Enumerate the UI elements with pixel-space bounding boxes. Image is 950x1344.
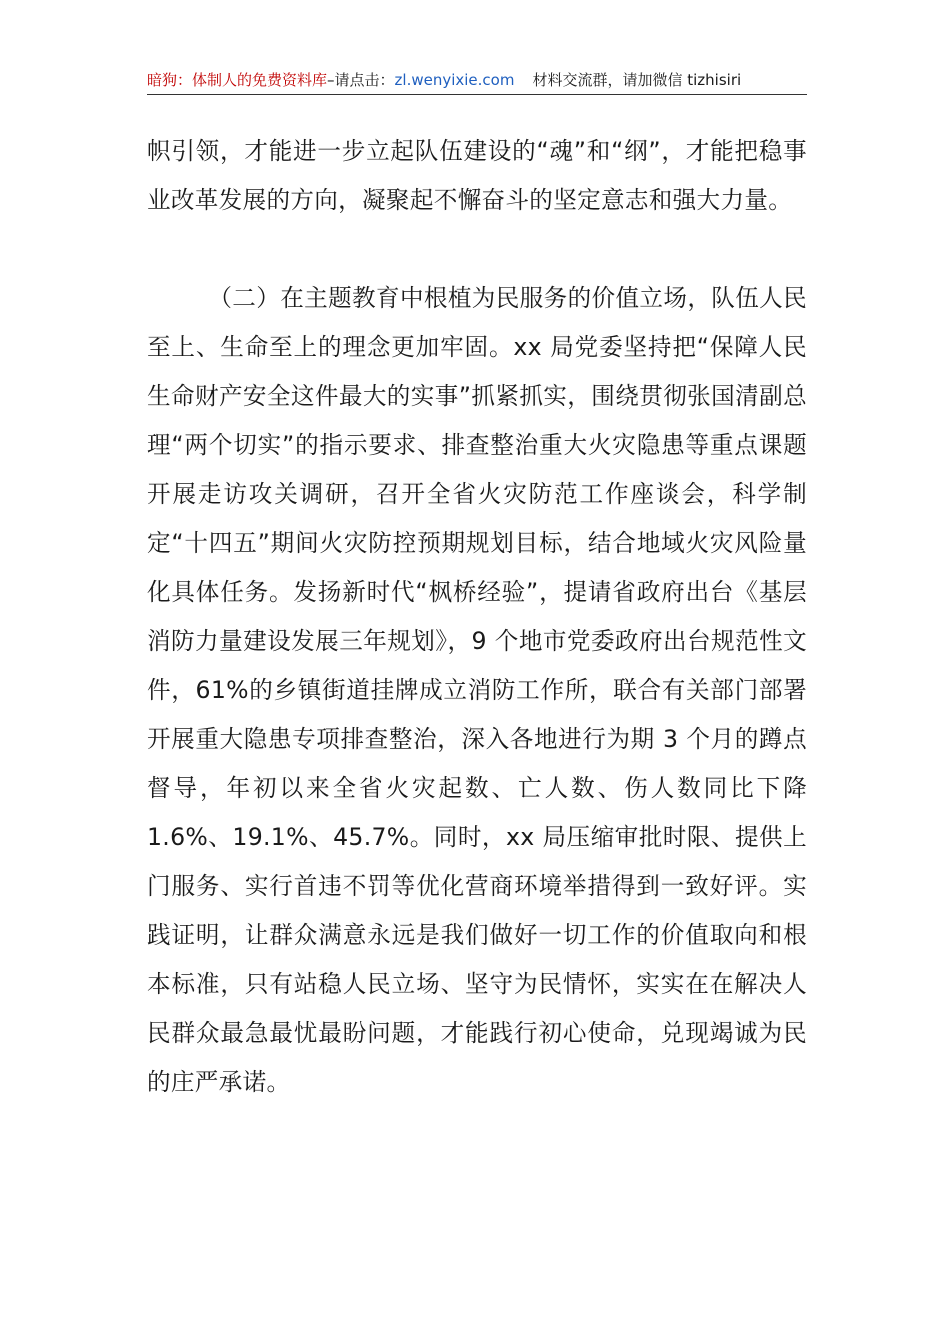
header-contact: 材料交流群，请加微信 tizhisiri (532, 71, 742, 89)
paragraph-continuation: 帜引领，才能进一步立起队伍建设的“魂”和“纲”，才能把稳事业改革发展的方向，凝聚起不懈奋斗的坚定意志和强大力量。 (147, 137, 807, 214)
paragraph-spacer (147, 225, 807, 274)
header-link[interactable]: zl.wenyixie.com (394, 71, 515, 89)
document-body (147, 127, 807, 1107)
header-brand: 暗狗：体制人的免费资料库 (147, 71, 328, 89)
paragraph-section-2: （二）在主题教育中根植为民服务的价值立场，队伍人民至上、生命至上的理念更加牢固。xx 局党委坚持把“保障人民生命财产安全这件最大的实事”抓紧抓实，围绕贯彻张国清副总理“两个切实”的指示要求、排查整治重大火灾隐患等重点课题开展走访攻关调研，召开全省火灾防范工作座谈会，科学制定“十四五”期间火灾防控预期规划目标，结合地域火灾风险量化具体任务。发扬新时代“枫桥经验”，提请省政府出台《基层消防力量建设发展三年规划》，9 个地市党委政府出台规范性文件，61%的乡镇街道挂牌成立消防工作所，联合有关部门部署开展重大隐患专项排查整治，深入各地进行为期 3 个月的蹲点督导，年初以来全省火灾起数、亡人数、伤人数同比下降 1.6%、19.1%、45.7%。同时，xx 局压缩审批时限、提供上门服务、实行首违不罚等优化营商环境举措得到一致好评。实践证明，让群众满意永远是我们做好一切工作的价值取向和根本标准，只有站稳人民立场、坚守为民情怀，实实在在解决人民群众最急最忧最盼问题，才能践行初心使命，兑现竭诚为民的庄严承诺。 (147, 284, 807, 1096)
page-header (147, 70, 807, 95)
header-prompt: –请点击： (327, 71, 395, 89)
